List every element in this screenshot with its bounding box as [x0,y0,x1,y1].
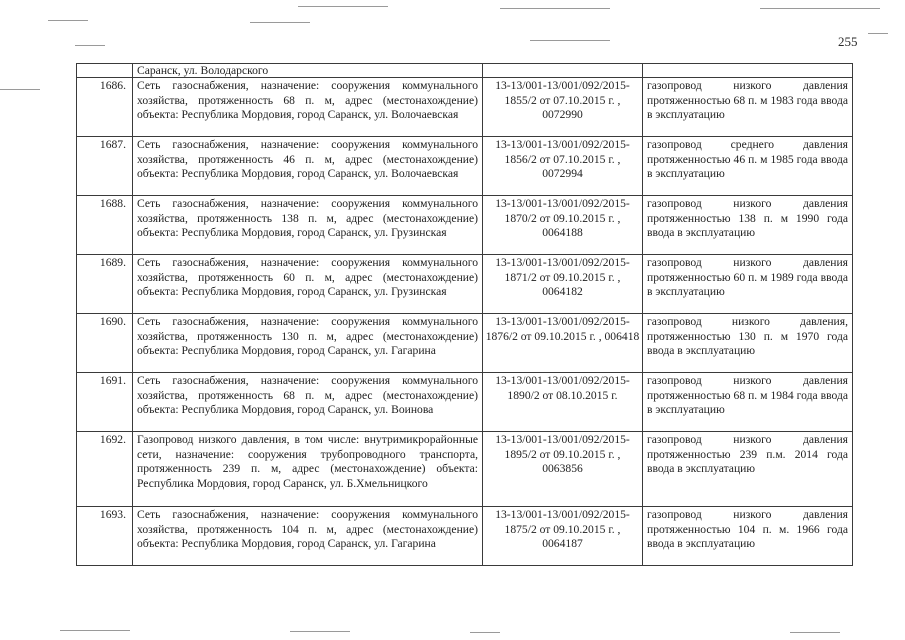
cell-registration: 13-13/001-13/001/092/2015-1876/2 от 09.10.2015 г. , 006418 [483,314,643,373]
cell-registration: 13-13/001-13/001/092/2015-1855/2 от 07.10.2015 г. , 0072990 [483,78,643,137]
cell-registration: 13-13/001-13/001/092/2015-1856/2 от 07.10.2015 г. , 0072994 [483,137,643,196]
scan-artifact-line [0,89,40,90]
table-row [77,432,853,507]
cell-number: 1692. [77,432,133,507]
cell-description: Сеть газоснабжения, назначение: сооружения коммунального хозяйства, протяженность 68 п. м, адрес (местонахождение) объекта: Республика Мордовия, город Саранск, ул. Волочаевская [133,78,483,137]
cell-note: газопровод низкого давления протяженностью 104 п. м. 1966 года ввода в эксплуатацию [643,507,853,566]
scan-artifact-line [48,20,88,21]
cell-number: 1690. [77,314,133,373]
cell-registration: 13-13/001-13/001/092/2015-1890/2 от 08.10.2015 г. [483,373,643,432]
cell-description: Сеть газоснабжения, назначение: сооружения коммунального хозяйства, протяженность 138 п. м, адрес (местонахождение) объекта: Республика Мордовия, город Саранск, ул. Грузинская [133,196,483,255]
cell-note: газопровод низкого давления, протяженностью 130 п. м 1970 года ввода в эксплуатацию [643,314,853,373]
scan-artifact-line [75,45,105,46]
continuation-row [77,64,853,78]
cell-number: 1689. [77,255,133,314]
scan-artifact-line [250,22,310,23]
cell-number: 1691. [77,373,133,432]
property-register-table [76,63,853,566]
cell-note: газопровод низкого давления протяженностью 60 п. м 1989 года ввода в эксплуатацию [643,255,853,314]
cell-registration: 13-13/001-13/001/092/2015-1895/2 от 09.10.2015 г. , 0063856 [483,432,643,507]
cell-description: Сеть газоснабжения, назначение: сооружения коммунального хозяйства, протяженность 68 п. м, адрес (местонахождение) объекта: Республика Мордовия, город Саранск, ул. Воинова [133,373,483,432]
cell-description: Сеть газоснабжения, назначение: сооружения коммунального хозяйства, протяженность 46 п. м, адрес (местонахождение) объекта: Республика Мордовия, город Саранск, ул. Волочаевская [133,137,483,196]
scan-artifact-line [290,631,350,632]
scan-artifact-line [760,8,880,9]
scan-artifact-line [790,632,840,633]
cell-note: газопровод низкого давления протяженностью 239 п.м. 2014 года ввода в эксплуатацию [643,432,853,507]
scan-artifact-line [298,6,388,7]
cell-note: газопровод низкого давления протяженностью 138 п. м 1990 года ввода в эксплуатацию [643,196,853,255]
table-row [77,373,853,432]
cell-registration: 13-13/001-13/001/092/2015-1875/2 от 09.10.2015 г. , 0064187 [483,507,643,566]
cell-description: Газопровод низкого давления, в том числе: внутримикрорайонные сети, назначение: сооружения трубопроводного транспорта, протяженность 239 п. м, адрес (местонахождение) объекта: Республика Мордовия, город Саранск, ул. Б.Хмельницкого [133,432,483,507]
cell-note: газопровод среднего давления протяженностью 46 п. м 1985 года ввода в эксплуатацию [643,137,853,196]
cell-number: 1687. [77,137,133,196]
cell-number: 1693. [77,507,133,566]
scan-artifact-line [60,630,130,631]
cell-description: Сеть газоснабжения, назначение: сооружения коммунального хозяйства, протяженность 104 п. м, адрес (местонахождение) объекта: Республика Мордовия, город Саранск, ул. Гагарина [133,507,483,566]
scan-artifact-line [500,8,610,9]
cell-description: Саранск, ул. Володарского [133,64,483,78]
scan-artifact-line [530,40,610,41]
table-row [77,314,853,373]
cell-note: газопровод низкого давления протяженностью 68 п. м 1983 года ввода в эксплуатацию [643,78,853,137]
table-row [77,255,853,314]
cell-note [643,64,853,78]
page-number: 255 [838,34,858,49]
cell-description: Сеть газоснабжения, назначение: сооружения коммунального хозяйства, протяженность 130 п. м, адрес (местонахождение) объекта: Республика Мордовия, город Саранск, ул. Гагарина [133,314,483,373]
table-row [77,78,853,137]
cell-note: газопровод низкого давления протяженностью 68 п. м 1984 года ввода в эксплуатацию [643,373,853,432]
cell-number: 1688. [77,196,133,255]
scan-artifact-line [470,632,500,633]
table-row [77,196,853,255]
cell-number [77,64,133,78]
table-row [77,137,853,196]
cell-description: Сеть газоснабжения, назначение: сооружения коммунального хозяйства, протяженность 60 п. м, адрес (местонахождение) объекта: Республика Мордовия, город Саранск, ул. Грузинская [133,255,483,314]
cell-registration: 13-13/001-13/001/092/2015-1870/2 от 09.10.2015 г. , 0064188 [483,196,643,255]
scan-artifact-line [868,33,888,34]
cell-number: 1686. [77,78,133,137]
cell-registration: 13-13/001-13/001/092/2015-1871/2 от 09.10.2015 г. , 0064182 [483,255,643,314]
cell-registration [483,64,643,78]
table-row [77,507,853,566]
